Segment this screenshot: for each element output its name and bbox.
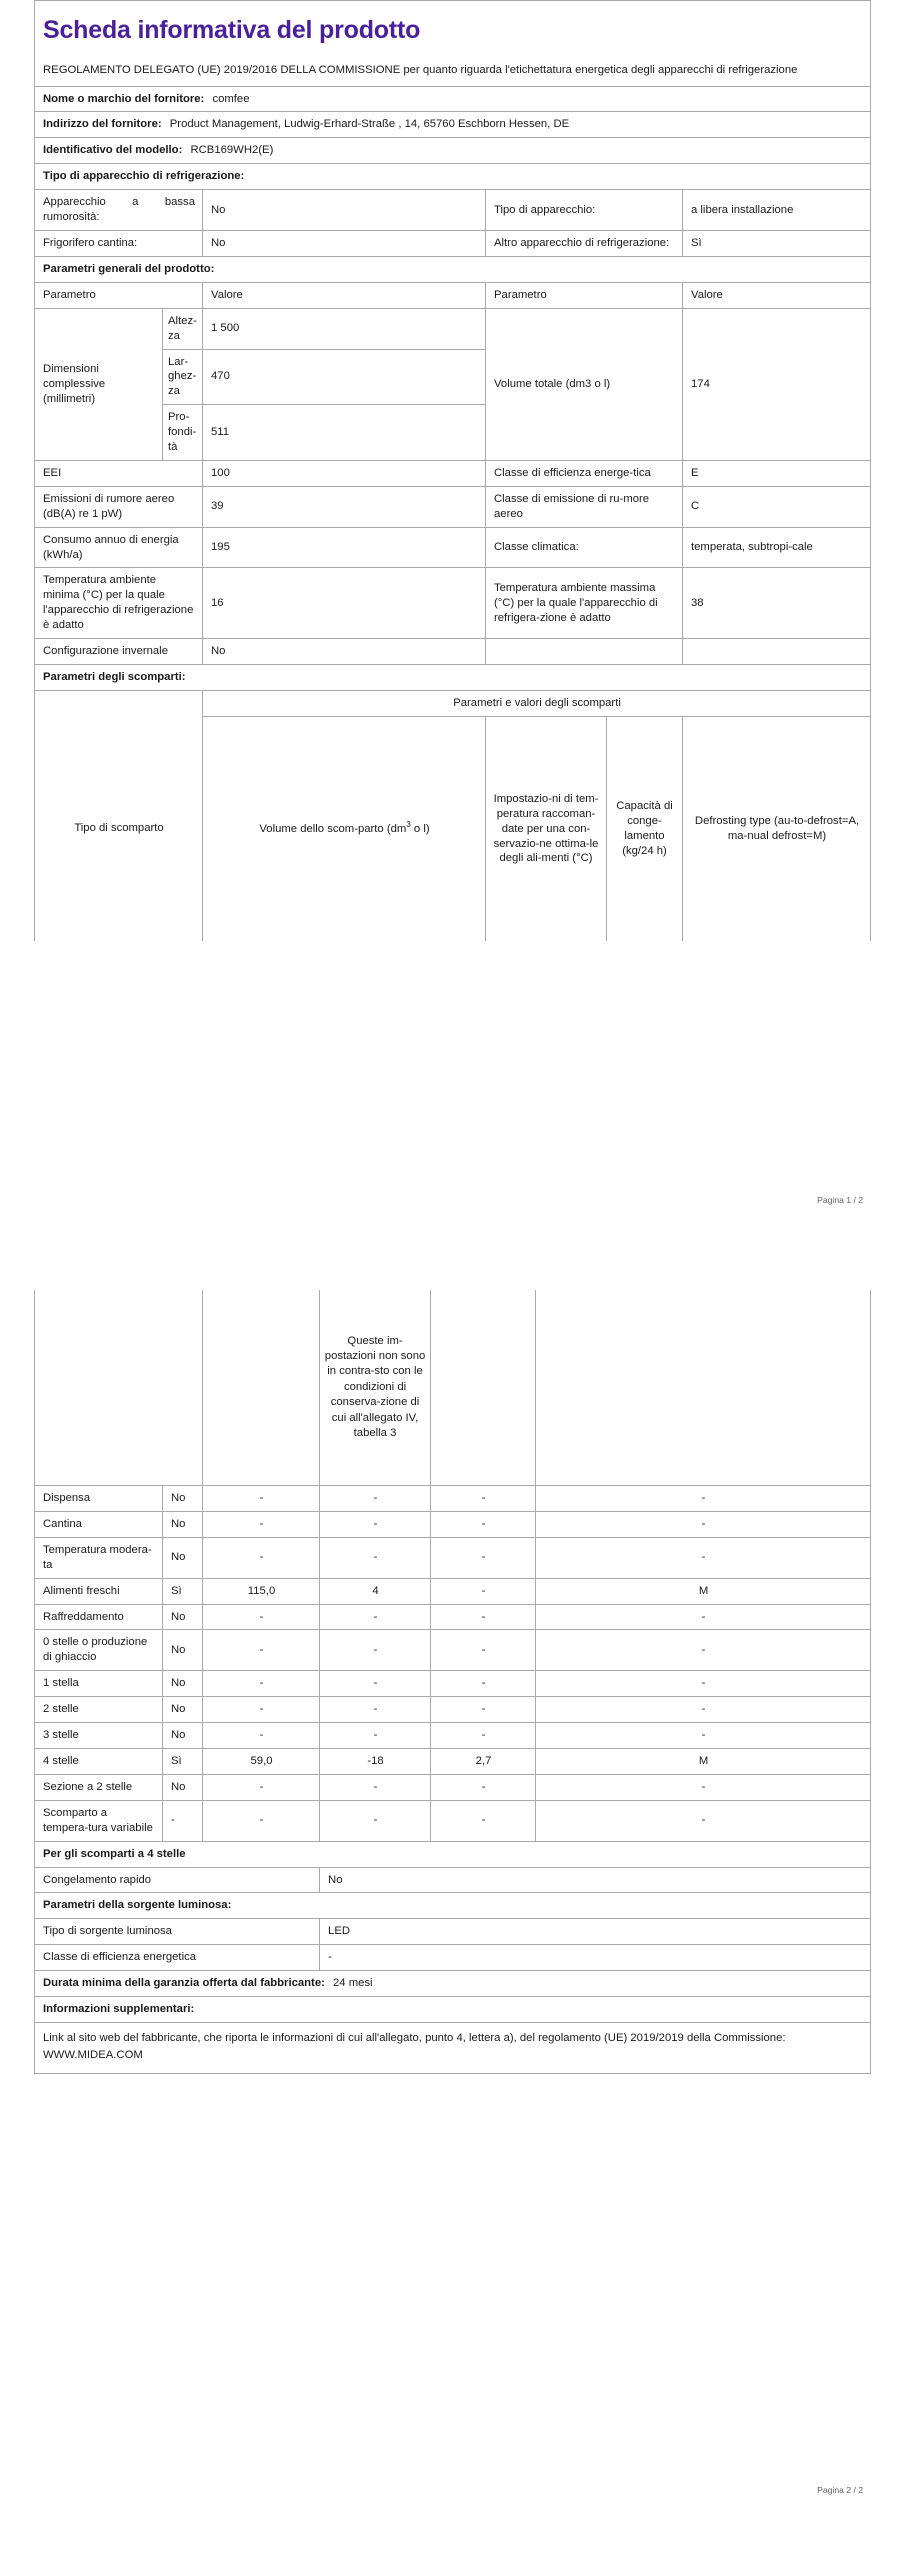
col-header-temp-setting: Impostazio-ni di tem-peratura raccoman-date per una con-servazio-ne ottima-le degli ali-menti (°C)	[486, 716, 607, 941]
max-ambient-temp-value: 38	[683, 568, 871, 639]
compartment-row	[35, 1800, 871, 1841]
dimension-name-width: Lar-ghez-za	[163, 349, 203, 405]
intro-row	[35, 55, 871, 87]
compartment-note-blank-volume	[203, 1290, 320, 1486]
compartment-present: No	[163, 1630, 203, 1671]
dimension-value-width: 470	[203, 349, 486, 405]
light-source-section-header	[35, 1893, 871, 1919]
compartment-capacity: -	[431, 1578, 536, 1604]
compartment-temp: -	[320, 1800, 431, 1841]
compartment-section-header	[35, 665, 871, 691]
compartment-row	[35, 1511, 871, 1537]
total-volume-value: 174	[683, 308, 871, 460]
compartment-row	[35, 1748, 871, 1774]
compartment-volume: -	[203, 1723, 320, 1749]
col-header-valore-2: Valore	[683, 282, 871, 308]
appliance-type-row	[35, 190, 871, 231]
compartment-type: 3 stelle	[35, 1723, 163, 1749]
compartment-temp: -	[320, 1511, 431, 1537]
four-star-section-label: Per gli scomparti a 4 stelle	[35, 1841, 871, 1867]
compartment-capacity: -	[431, 1630, 536, 1671]
warranty-value: 24 mesi	[333, 1977, 373, 1990]
compartment-present: No	[163, 1671, 203, 1697]
compartment-note-blank-defrost	[536, 1290, 871, 1486]
compartment-present: Sì	[163, 1748, 203, 1774]
compartment-defrost: -	[536, 1671, 871, 1697]
compartment-volume: -	[203, 1604, 320, 1630]
compartment-temp: -	[320, 1774, 431, 1800]
energy-class-label: Classe di efficienza energe-tica	[486, 460, 683, 486]
light-source-class-row	[35, 1945, 871, 1971]
climate-class-value: temperata, subtropi-cale	[683, 527, 871, 568]
page-1-table	[34, 0, 871, 941]
compartment-type: Temperatura modera-ta	[35, 1537, 163, 1578]
annual-energy-value: 195	[203, 527, 486, 568]
compartment-volume: -	[203, 1511, 320, 1537]
dimension-row-height	[35, 308, 871, 349]
dimension-value-height: 1 500	[203, 308, 486, 349]
compartment-capacity: -	[431, 1537, 536, 1578]
compartment-volume: -	[203, 1800, 320, 1841]
compartment-present: No	[163, 1774, 203, 1800]
appliance-type-row	[35, 230, 871, 256]
climate-class-label: Classe climatica:	[486, 527, 683, 568]
eei-value: 100	[203, 460, 486, 486]
compartment-group-header-blank	[35, 690, 203, 716]
compartment-type: Dispensa	[35, 1486, 163, 1512]
other-appliance-label: Altro apparecchio di refrigerazione:	[486, 230, 683, 256]
dimension-value-depth: 511	[203, 405, 486, 461]
energy-class-value: E	[683, 460, 871, 486]
winter-config-empty-right	[683, 639, 871, 665]
appliance-kind-label: Tipo di apparecchio:	[486, 190, 683, 231]
light-source-type-label: Tipo di sorgente luminosa	[35, 1919, 320, 1945]
wine-storage-label: Frigorifero cantina:	[35, 230, 203, 256]
other-appliance-value: Sì	[683, 230, 871, 256]
compartment-defrost: -	[536, 1604, 871, 1630]
page-2-footer: Pagina 2 / 2	[817, 2485, 863, 2495]
title-row	[35, 1, 871, 55]
page-1-content	[34, 0, 871, 941]
fast-freeze-row	[35, 1867, 871, 1893]
warranty-row	[35, 1971, 871, 1997]
compartment-type: 4 stelle	[35, 1748, 163, 1774]
compartment-capacity: -	[431, 1486, 536, 1512]
compartment-row	[35, 1604, 871, 1630]
compartment-capacity: -	[431, 1604, 536, 1630]
compartment-volume: -	[203, 1774, 320, 1800]
noise-class-label: Classe di emissione di ru-more aereo	[486, 486, 683, 527]
compartment-present: No	[163, 1604, 203, 1630]
compartment-temp: 4	[320, 1578, 431, 1604]
compartment-type: Raffreddamento	[35, 1604, 163, 1630]
compartment-row	[35, 1774, 871, 1800]
compartment-capacity: -	[431, 1800, 536, 1841]
compartment-type: Sezione a 2 stelle	[35, 1774, 163, 1800]
compartment-section-label: Parametri degli scomparti:	[35, 665, 871, 691]
supplier-address-row	[35, 112, 871, 138]
general-parameter-row	[35, 486, 871, 527]
compartment-temp: -	[320, 1537, 431, 1578]
compartment-present: Sì	[163, 1578, 203, 1604]
compartment-temp: -	[320, 1671, 431, 1697]
compartment-capacity: -	[431, 1697, 536, 1723]
supplier-address-label: Indirizzo del fornitore:	[43, 118, 162, 131]
additional-info-text: Link al sito web del fabbricante, che riporta le informazioni di cui all'allegato, punto 4, lettera a), del regolamento (UE) 2019/2019 della Commissione: WWW.MIDEA.COM	[35, 2022, 871, 2073]
compartment-note-blank-left	[35, 1290, 203, 1486]
compartment-capacity: -	[431, 1671, 536, 1697]
compartment-volume: -	[203, 1671, 320, 1697]
compartment-defrost: M	[536, 1578, 871, 1604]
col-header-freezing-capacity: Capacità di conge-lamento (kg/24 h)	[607, 716, 683, 941]
supplier-name-row	[35, 86, 871, 112]
compartment-volume: 115,0	[203, 1578, 320, 1604]
page-2-table	[34, 1290, 871, 2074]
compartment-volume: -	[203, 1697, 320, 1723]
additional-info-section-label: Informazioni supplementari:	[35, 1997, 871, 2023]
low-noise-value: No	[203, 190, 486, 231]
total-volume-label: Volume totale (dm3 o l)	[486, 308, 683, 460]
compartment-defrost: -	[536, 1723, 871, 1749]
general-parameters-section-header	[35, 256, 871, 282]
compartment-row	[35, 1723, 871, 1749]
compartment-note-blank-capacity	[431, 1290, 536, 1486]
col-header-valore-1: Valore	[203, 282, 486, 308]
compartment-temp: -	[320, 1723, 431, 1749]
compartment-defrost: -	[536, 1697, 871, 1723]
general-parameter-row	[35, 460, 871, 486]
appliance-kind-value: a libera installazione	[683, 190, 871, 231]
appliance-type-section-label: Tipo di apparecchio di refrigerazione:	[35, 164, 871, 190]
compartment-defrost: -	[536, 1486, 871, 1512]
general-parameters-section-label: Parametri generali del prodotto:	[35, 256, 871, 282]
compartment-present: No	[163, 1486, 203, 1512]
light-source-type-row	[35, 1919, 871, 1945]
compartment-row	[35, 1578, 871, 1604]
compartment-capacity: -	[431, 1511, 536, 1537]
compartment-temp: -	[320, 1604, 431, 1630]
compartment-present: No	[163, 1723, 203, 1749]
compartment-volume: -	[203, 1537, 320, 1578]
min-ambient-temp-value: 16	[203, 568, 486, 639]
light-source-type-value: LED	[320, 1919, 871, 1945]
light-source-class-label: Classe di efficienza energetica	[35, 1945, 320, 1971]
compartment-type: Scomparto a tempera-tura variabile	[35, 1800, 163, 1841]
min-ambient-temp-label: Temperatura ambiente minima (°C) per la quale l'apparecchio di refrigerazione è adatto	[35, 568, 203, 639]
compartment-defrost: -	[536, 1800, 871, 1841]
col-header-compartment-volume-text: Volume dello scom-parto ($dm^3$ o l)	[259, 819, 430, 835]
compartment-volume: 59,0	[203, 1748, 320, 1774]
compartment-present: No	[163, 1697, 203, 1723]
compartment-volume: -	[203, 1630, 320, 1671]
dimensions-label: Dimensioni complessive (millimetri)	[35, 308, 163, 460]
compartment-note-row	[35, 1290, 871, 1486]
compartment-type: 1 stella	[35, 1671, 163, 1697]
additional-info-row	[35, 2022, 871, 2073]
compartment-defrost: -	[536, 1774, 871, 1800]
compartment-temp: -	[320, 1630, 431, 1671]
compartment-note-text: Queste im-postazioni non sono in contra-sto con le condizioni di conserva-zione di cui all'allegato IV, tabella 3	[320, 1290, 431, 1486]
supplier-name-value: comfee	[212, 92, 250, 105]
model-label: Identificativo del modello:	[43, 144, 183, 157]
winter-config-value: No	[203, 639, 486, 665]
compartment-row	[35, 1671, 871, 1697]
compartment-row	[35, 1537, 871, 1578]
page-2-content	[34, 1290, 871, 2074]
winter-config-row	[35, 639, 871, 665]
eei-label: EEI	[35, 460, 203, 486]
col-header-defrost-type: Defrosting type (au-to-defrost=A, ma-nual defrost=M)	[683, 716, 871, 941]
general-parameter-row	[35, 568, 871, 639]
compartment-type: Cantina	[35, 1511, 163, 1537]
compartment-column-headers	[35, 716, 871, 941]
compartment-present: No	[163, 1537, 203, 1578]
compartment-defrost: M	[536, 1748, 871, 1774]
compartment-temp: -18	[320, 1748, 431, 1774]
supplier-name-label: Nome o marchio del fornitore:	[43, 92, 205, 105]
page-title: Scheda informativa del prodotto	[43, 16, 421, 44]
compartment-capacity: 2,7	[431, 1748, 536, 1774]
wine-storage-value: No	[203, 230, 486, 256]
noise-class-value: C	[683, 486, 871, 527]
winter-config-label: Configurazione invernale	[35, 639, 203, 665]
compartment-row	[35, 1697, 871, 1723]
regulation-intro: REGOLAMENTO DELEGATO (UE) 2019/2016 DELLA COMMISSIONE per quanto riguarda l'etichettatura energetica degli apparecchi di refrigerazione	[43, 63, 798, 76]
model-value: RCB169WH2(E)	[190, 144, 274, 157]
compartment-row	[35, 1630, 871, 1671]
col-header-compartment-volume	[203, 716, 486, 941]
compartment-volume: -	[203, 1486, 320, 1512]
general-parameter-row	[35, 527, 871, 568]
page-1-footer: Pagina 1 / 2	[817, 1195, 863, 1205]
compartment-capacity: -	[431, 1774, 536, 1800]
noise-emission-value: 39	[203, 486, 486, 527]
fast-freeze-value: No	[320, 1867, 871, 1893]
general-parameters-column-headers	[35, 282, 871, 308]
appliance-type-section-header	[35, 164, 871, 190]
compartment-capacity: -	[431, 1723, 536, 1749]
light-source-class-value: -	[320, 1945, 871, 1971]
annual-energy-label: Consumo annuo di energia (kWh/a)	[35, 527, 203, 568]
compartment-type: 0 stelle o produzione di ghiaccio	[35, 1630, 163, 1671]
compartment-present: -	[163, 1800, 203, 1841]
compartment-present: No	[163, 1511, 203, 1537]
compartment-group-header-row	[35, 690, 871, 716]
document-page-2	[0, 1290, 905, 2560]
compartment-temp: -	[320, 1697, 431, 1723]
compartment-defrost: -	[536, 1630, 871, 1671]
warranty-label: Durata minima della garanzia offerta dal fabbricante:	[43, 1977, 325, 1990]
max-ambient-temp-label: Temperatura ambiente massima (°C) per la quale l'apparecchio di refrigera-zione è adatto	[486, 568, 683, 639]
fast-freeze-label: Congelamento rapido	[35, 1867, 320, 1893]
col-header-compartment-type: Tipo di scomparto	[35, 716, 203, 941]
noise-emission-label: Emissioni di rumore aereo (dB(A) re 1 pW)	[35, 486, 203, 527]
compartment-defrost: -	[536, 1537, 871, 1578]
light-source-section-label: Parametri della sorgente luminosa:	[35, 1893, 871, 1919]
dimension-name-depth: Pro-fondi-tà	[163, 405, 203, 461]
compartment-row	[35, 1486, 871, 1512]
dimension-name-height: Altez-za	[163, 308, 203, 349]
compartment-type: 2 stelle	[35, 1697, 163, 1723]
additional-info-section-header	[35, 1997, 871, 2023]
col-header-parametro-1: Parametro	[35, 282, 203, 308]
four-star-section-header	[35, 1841, 871, 1867]
low-noise-label: Apparecchio a bassa rumorosità:	[35, 190, 203, 231]
compartment-defrost: -	[536, 1511, 871, 1537]
compartment-type: Alimenti freschi	[35, 1578, 163, 1604]
winter-config-empty-left	[486, 639, 683, 665]
compartment-temp: -	[320, 1486, 431, 1512]
supplier-address-value: Product Management, Ludwig-Erhard-Straße , 14, 65760 Eschborn Hessen, DE	[169, 118, 570, 131]
model-row	[35, 138, 871, 164]
col-header-parametro-2: Parametro	[486, 282, 683, 308]
compartment-group-header: Parametri e valori degli scomparti	[203, 690, 871, 716]
